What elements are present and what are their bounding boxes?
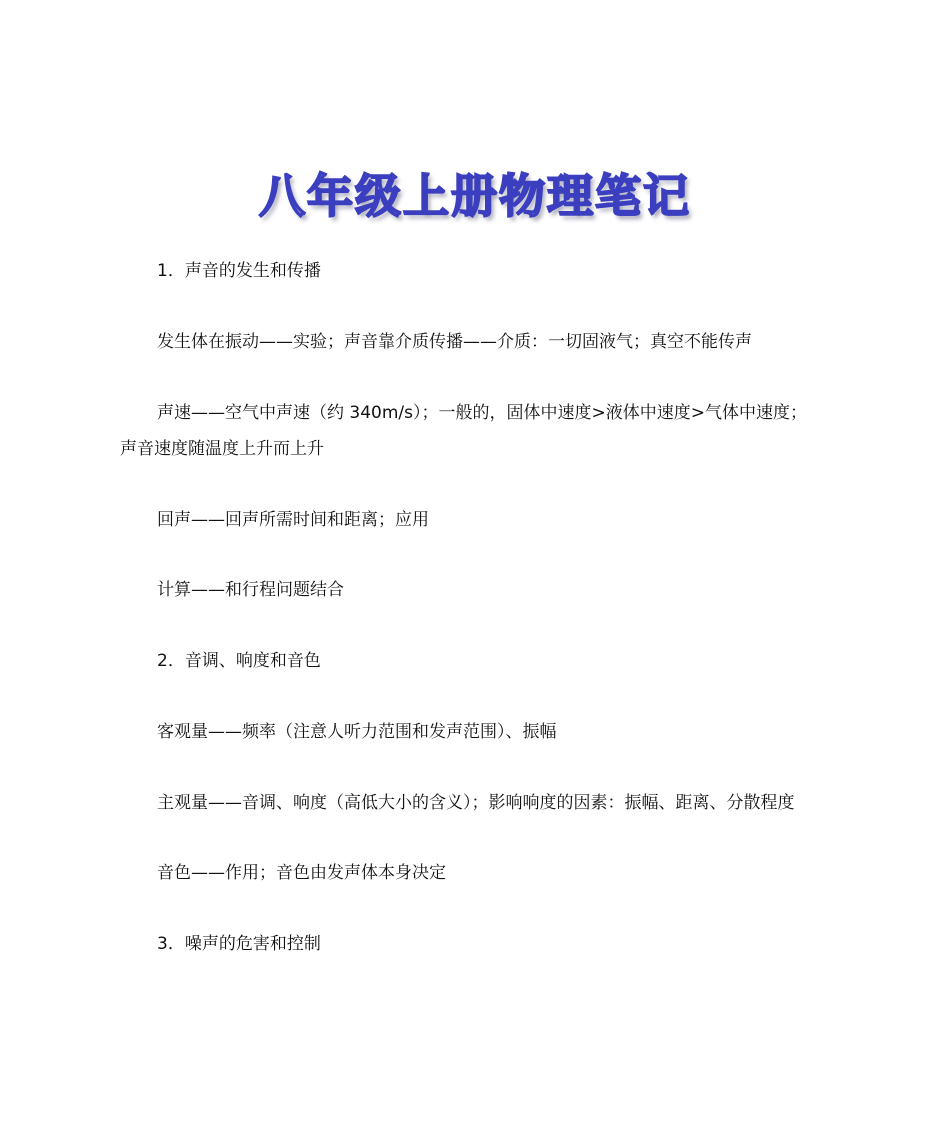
paragraph-calculation: 计算——和行程问题结合	[157, 580, 344, 600]
paragraph-vibration-medium: 发生体在振动——实验；声音靠介质传播——介质：一切固液气；真空不能传声	[157, 332, 752, 352]
section-heading-sound-production: 1．声音的发生和传播	[157, 261, 321, 281]
paragraph-subjective-quantities: 主观量——音调、响度（高低大小的含义）；影响响度的因素：振幅、距离、分散程度	[157, 793, 795, 813]
paragraph-objective-quantities: 客观量——频率（注意人听力范围和发声范围）、振幅	[157, 722, 557, 742]
section-heading-noise: 3．噪声的危害和控制	[157, 934, 321, 954]
document-title: 八年级上册物理笔记	[259, 169, 691, 223]
paragraph-sound-speed-line-2: 声音速度随温度上升而上升	[120, 439, 324, 459]
section-heading-pitch-loudness-timbre: 2．音调、响度和音色	[157, 651, 321, 671]
paragraph-sound-speed	[120, 395, 840, 467]
paragraph-echo: 回声——回声所需时间和距离；应用	[157, 510, 429, 530]
paragraph-sound-speed-line-1: 声速——空气中声速（约 340m/s）；一般的，固体中速度>液体中速度>气体中速度；	[157, 403, 807, 423]
paragraph-timbre: 音色——作用；音色由发声体本身决定	[157, 863, 446, 883]
